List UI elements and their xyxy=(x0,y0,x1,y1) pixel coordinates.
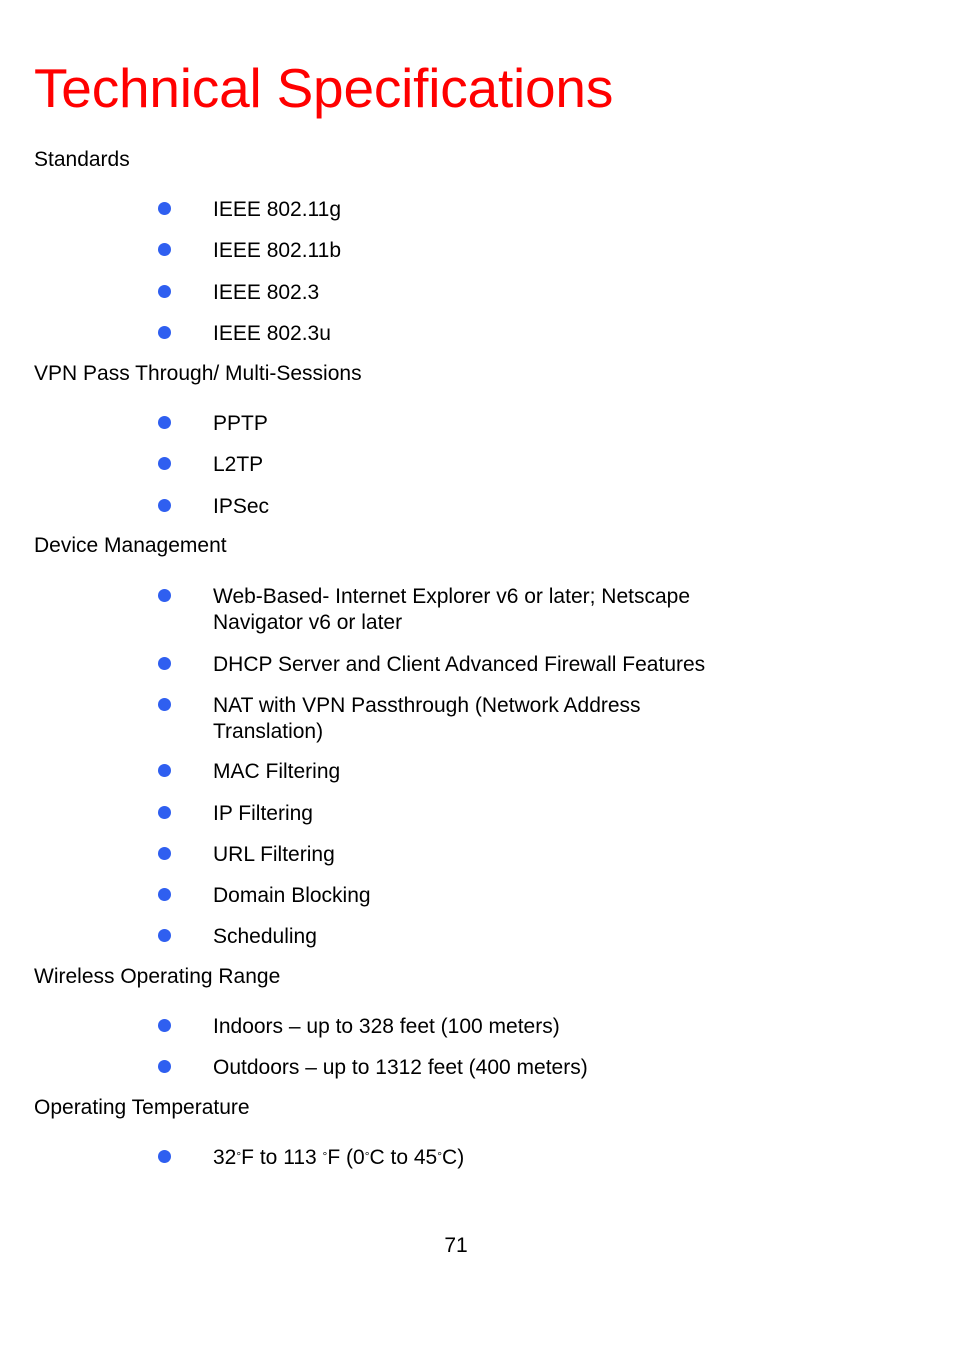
word-to: to xyxy=(390,1146,409,1169)
degree-symbol: ° xyxy=(236,1149,242,1163)
bullet-icon xyxy=(158,1019,171,1032)
page-number: 71 xyxy=(444,1234,468,1257)
bullet-icon xyxy=(158,202,171,215)
page-title: Technical Specifications xyxy=(34,57,614,119)
section-heading-operating-temperature: Operating Temperature xyxy=(34,1096,250,1119)
bullet-icon xyxy=(158,243,171,256)
bullet-icon xyxy=(158,1150,171,1163)
degree-symbol: ° xyxy=(364,1149,370,1163)
unit-f: F xyxy=(241,1146,254,1169)
temp-f-high: 113 xyxy=(283,1146,317,1169)
list-item-text: Scheduling xyxy=(213,925,317,948)
section-heading-vpn: VPN Pass Through/ Multi-Sessions xyxy=(34,362,362,385)
bullet-icon xyxy=(158,457,171,470)
unit-c: C xyxy=(369,1146,385,1169)
bullet-icon xyxy=(158,806,171,819)
list-item-text: IEEE 802.3 xyxy=(213,281,320,304)
bullet-icon xyxy=(158,285,171,298)
list-item-text: IEEE 802.3u xyxy=(213,322,331,345)
degree-symbol: ° xyxy=(322,1149,328,1163)
bullet-icon xyxy=(158,764,171,777)
section-heading-wireless-range: Wireless Operating Range xyxy=(34,965,281,988)
temp-c-low: 0 xyxy=(353,1146,365,1169)
list-item-text: Web-Based- Internet Explorer v6 or later; Netscape Navigator v6 or later xyxy=(213,585,691,634)
temperature-range-text: 32°F to 113 °F (0°C to 45°C) xyxy=(213,1146,465,1169)
list-item-text: URL Filtering xyxy=(213,843,335,866)
bullet-icon xyxy=(158,657,171,670)
list-item-text: IP Filtering xyxy=(213,802,313,825)
bullet-icon xyxy=(158,589,171,602)
bullet-icon xyxy=(158,416,171,429)
unit-f: F xyxy=(327,1146,341,1169)
bullet-icon xyxy=(158,929,171,942)
list-item-text: Indoors – up to 328 feet (100 meters) xyxy=(213,1015,560,1038)
list-item-text: MAC Filtering xyxy=(213,760,341,783)
list-item-text: Outdoors – up to 1312 feet (400 meters) xyxy=(213,1056,588,1079)
section-heading-device-management: Device Management xyxy=(34,534,227,557)
bullet-icon xyxy=(158,888,171,901)
temp-c-high: 45 xyxy=(413,1146,438,1169)
list-item-text: IPSec xyxy=(213,495,270,518)
unit-c: C xyxy=(442,1146,458,1169)
section-heading-standards: Standards xyxy=(34,148,130,171)
list-item-text: NAT with VPN Passthrough (Network Address Translation) xyxy=(213,694,641,743)
list-item-text: DHCP Server and Client Advanced Firewall Features xyxy=(213,653,706,676)
list-item-text: IEEE 802.11b xyxy=(213,239,342,262)
degree-symbol: ° xyxy=(437,1149,443,1163)
bullet-icon xyxy=(158,847,171,860)
bullet-icon xyxy=(158,1060,171,1073)
temp-f-low: 32 xyxy=(213,1146,237,1169)
list-item-text: IEEE 802.11g xyxy=(213,198,342,221)
list-item-text: PPTP xyxy=(213,412,268,435)
list-item-text: Domain Blocking xyxy=(213,884,371,907)
bullet-icon xyxy=(158,326,171,339)
list-item-text: L2TP xyxy=(213,453,264,476)
word-to: to xyxy=(259,1146,278,1169)
bullet-icon xyxy=(158,698,171,711)
bullet-icon xyxy=(158,499,171,512)
